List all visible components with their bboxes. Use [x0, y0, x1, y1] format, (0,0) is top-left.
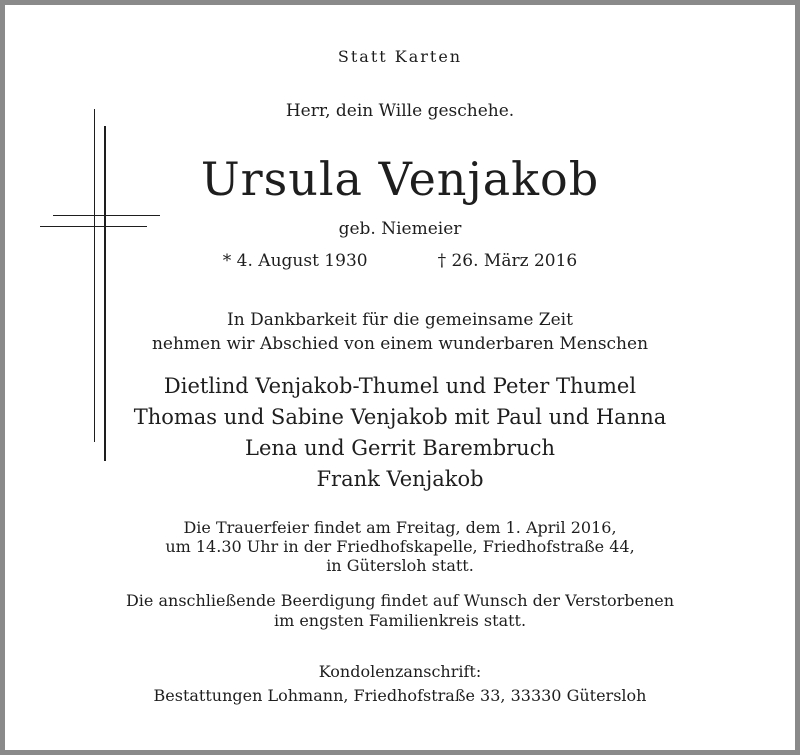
statt-karten: Statt Karten	[337, 47, 463, 66]
life-dates	[0, 251, 800, 271]
family-member: Lena und Gerrit Barembruch	[245, 436, 555, 460]
condolence-address-line: Bestattungen Lohmann, Friedhofstraße 33, 33330 Gütersloh	[153, 686, 647, 705]
burial-info	[0, 591, 800, 631]
birth-name: geb. Niemeier	[338, 219, 462, 239]
burial-line: im engsten Familienkreis statt.	[273, 611, 527, 630]
burial-line: Die anschließende Beerdigung findet auf Wunsch der Verstorbenen	[125, 591, 675, 610]
service-line: in Gütersloh statt.	[326, 556, 474, 575]
service-line: um 14.30 Uhr in der Friedhofskapelle, Friedhofstraße 44,	[165, 537, 635, 556]
family-member: Thomas und Sabine Venjakob mit Paul und Hanna	[133, 405, 667, 429]
thanks-line: nehmen wir Abschied von einem wunderbaren Menschen	[151, 334, 649, 354]
condolence-address	[0, 660, 800, 708]
deceased-name: Ursula Venjakob	[200, 152, 600, 206]
family-list	[0, 371, 800, 495]
service-info	[0, 518, 800, 575]
family-member: Dietlind Venjakob-Thumel und Peter Thumel	[163, 374, 637, 398]
condolence-label: Kondolenzanschrift:	[318, 662, 482, 681]
cross-horizontal-line	[53, 215, 160, 216]
thanks-line: In Dankbarkeit für die gemeinsame Zeit	[227, 310, 573, 330]
thanks-text	[0, 308, 800, 356]
death-date: † 26. März 2016	[437, 251, 578, 271]
service-line: Die Trauerfeier findet am Freitag, dem 1. April 2016,	[183, 518, 617, 537]
family-member: Frank Venjakob	[316, 467, 484, 491]
birth-date: * 4. August 1930	[222, 251, 368, 271]
motto: Herr, dein Wille geschehe.	[285, 101, 515, 121]
